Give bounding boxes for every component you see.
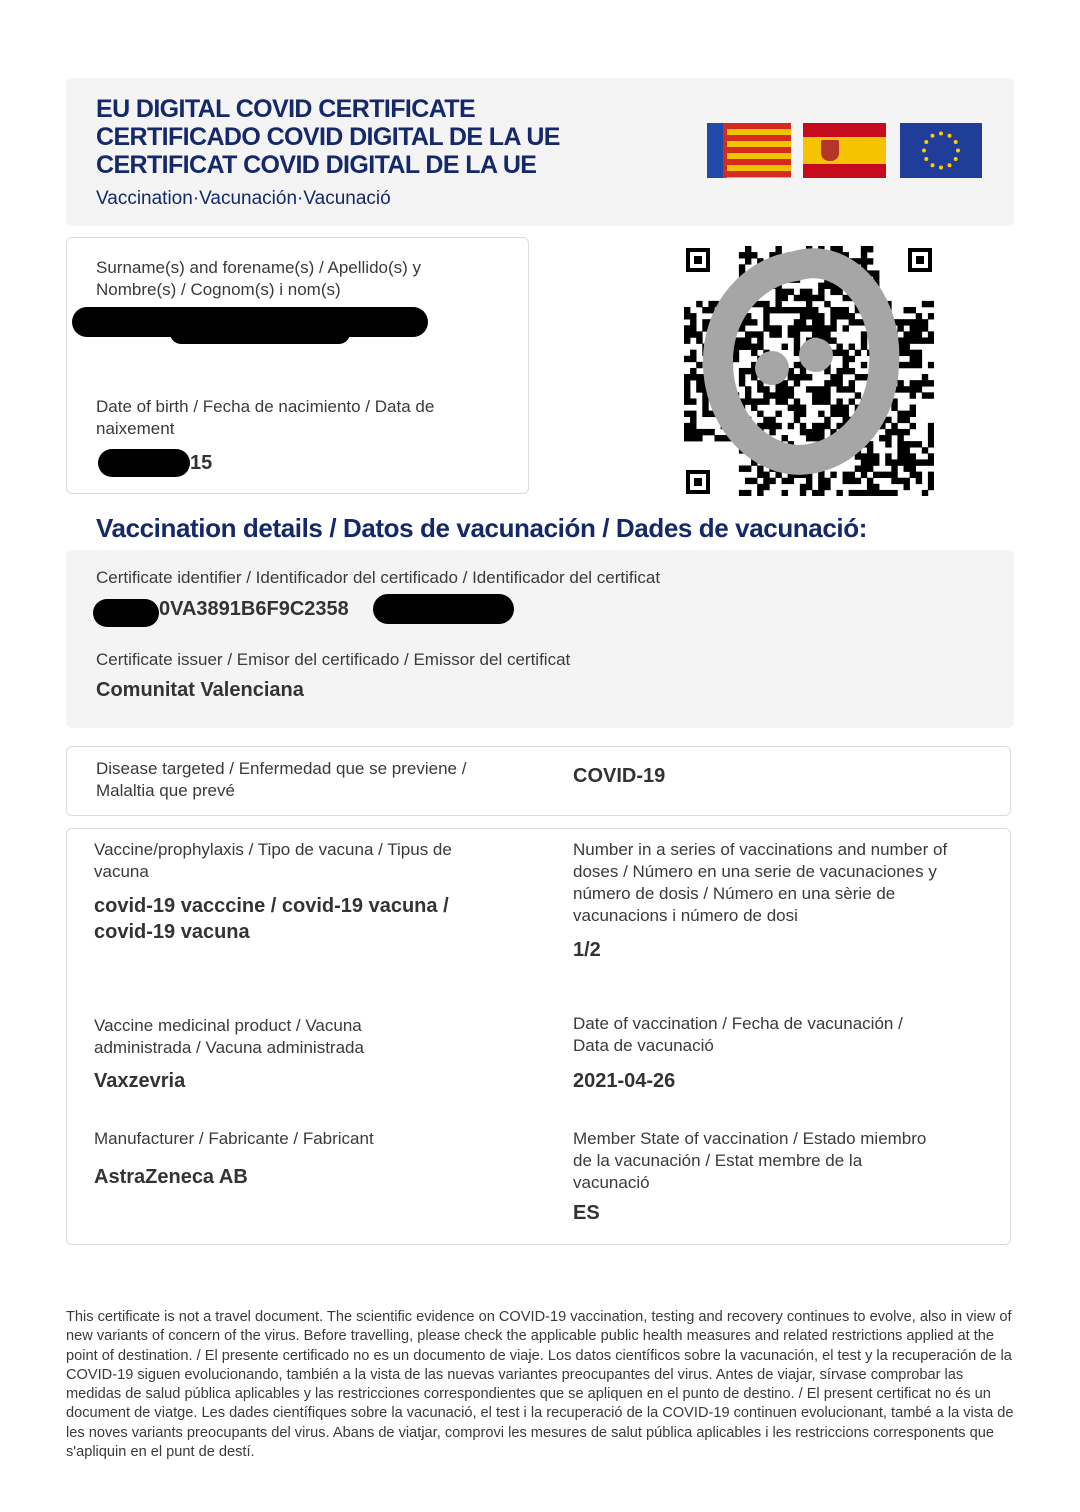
eu-flag — [900, 123, 982, 178]
name-redaction-tail — [170, 322, 350, 344]
dob-redaction — [98, 449, 190, 477]
disease-value: COVID-19 — [573, 765, 666, 787]
dose-number-value: 1/2 — [573, 939, 601, 961]
qr-code — [684, 246, 934, 496]
spain-flag — [803, 123, 886, 178]
eu-star — [954, 157, 958, 161]
eu-star — [931, 163, 935, 167]
certificate-type-subtitle: Vaccination·Vacunación·Vacunació — [96, 188, 391, 209]
manufacturer-label: Manufacturer / Fabricante / Fabricant — [94, 1129, 374, 1148]
vaccine-type-value: covid-19 vacccine / covid-19 vacuna / covid-19 vacuna — [94, 895, 449, 943]
vaccine-product-value: Vaxzevria — [94, 1070, 186, 1092]
eu-star — [939, 132, 943, 136]
eu-star — [954, 140, 958, 144]
vaccination-date-label: Date of vaccination / Fecha de vacunación / Data de vacunació — [573, 1014, 903, 1055]
vaccination-details-heading: Vaccination details / Datos de vacunación / Dades de vacunació: — [96, 513, 867, 543]
title-english: EU DIGITAL COVID CERTIFICATE — [96, 95, 476, 123]
dob-visible-value: 15 — [190, 452, 213, 474]
member-state-value: ES — [573, 1202, 600, 1224]
eu-star — [948, 134, 952, 138]
eu-star — [931, 134, 935, 138]
title-spanish: CERTIFICADO COVID DIGITAL DE LA UE — [96, 123, 560, 151]
eu-star — [924, 157, 928, 161]
vaccine-product-label: Vaccine medicinal product / Vacuna administrada / Vacuna administrada — [94, 1016, 364, 1057]
certificate-id-label: Certificate identifier / Identificador del certificado / Identificador del certificat — [96, 568, 661, 587]
certificate-id-redaction-left — [93, 599, 159, 627]
certificate-id-visible-value: 0VA3891B6F9C2358 — [159, 598, 349, 620]
valencian-community-flag — [707, 123, 791, 178]
title-catalan: CERTIFICAT COVID DIGITAL DE LA UE — [96, 151, 537, 179]
certificate-id-redaction-right — [373, 594, 514, 624]
eu-star — [939, 166, 943, 170]
eu-star — [956, 149, 960, 153]
travel-disclaimer: This certificate is not a travel document. The scientific evidence on COVID-19 vaccination, testing and recovery continues to evolve, also in view of new variants of concern of the virus. Before travelling, please check the applicable public health measures and related restrictions applied at the point of destination. / El presente certificado no es un documento de viaje. Los datos científicos sobre la vacunación, el test y la recuperación de la COVID-19 siguen evolucionando, también a la vista de las nuevas variantes preocupantes del virus. Antes de viajar, sírvase comprobar las medidas de salud pública aplicables y las restricciones correspondientes que se apliquen en el punto de destino. / El present certificat no és un document de viatge. Les dades científiques sobre la vacunació, el test i la recuperació de la COVID-19 continuen evolucionant, també a la vista de les noves variants preocupants del virus. Abans de viatjar, comprovi les mesures de salut pública aplicables i les restriccions corresponents que s'apliquin en el punt de destí. — [66, 1309, 1014, 1461]
vaccination-date-value: 2021-04-26 — [573, 1070, 676, 1092]
name-label: Surname(s) and forename(s) / Apellido(s) y Nombre(s) / Cognom(s) i nom(s) — [96, 258, 422, 299]
eu-star — [922, 149, 926, 153]
eu-star — [948, 163, 952, 167]
vaccine-type-label: Vaccine/prophylaxis / Tipo de vacuna / Tipus de vacuna — [94, 840, 452, 881]
member-state-label: Member State of vaccination / Estado miembro de la vacunación / Estat membre de la vacunació — [573, 1129, 927, 1192]
dose-number-label: Number in a series of vaccinations and number of doses / Número en una serie de vacunaciones y número de dosis / Número en una sèrie de vacunacions i número de dosi — [573, 840, 948, 925]
disease-label: Disease targeted / Enfermedad que se previene / Malaltia que prevé — [96, 759, 467, 800]
certificate-issuer-value: Comunitat Valenciana — [96, 679, 304, 701]
dob-label: Date of birth / Fecha de nacimiento / Data de naixement — [96, 397, 435, 438]
certificate-issuer-label: Certificate issuer / Emisor del certificado / Emissor del certificat — [96, 650, 571, 669]
eu-star — [924, 140, 928, 144]
manufacturer-value: AstraZeneca AB — [94, 1166, 248, 1188]
eu-stars-icon — [900, 123, 982, 178]
